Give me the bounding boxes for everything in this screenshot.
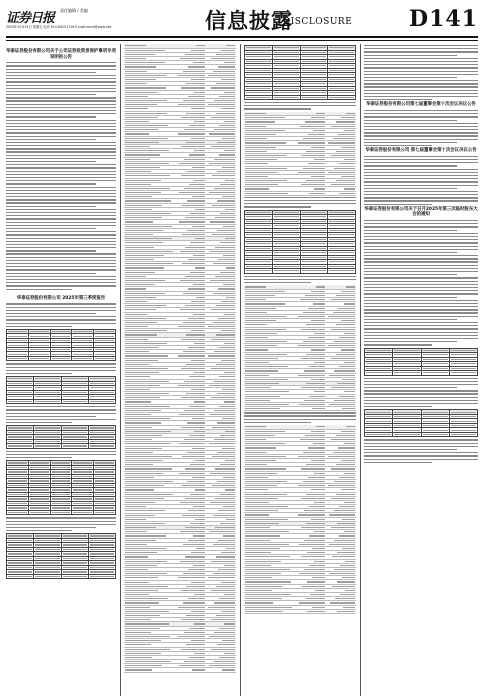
financial-statement-table [244,112,356,196]
table-row [7,399,116,404]
body-text [244,276,356,284]
dateline: 2025年10月31日 星期五 电话 010-83251716 E-mail:zmzx@zqrb.net [6,25,112,29]
data-table [6,376,116,404]
shareholder-meeting-title: 华泰证券股份有限公司关于召开2025年第三次临时股东大会的通知 [364,206,478,218]
table-row [244,191,356,195]
table-row [245,269,356,274]
page-number: D141 [408,6,478,32]
body-text [364,110,478,146]
data-table [6,329,116,362]
column-4 [364,44,478,696]
header-rule-thin [6,40,478,41]
data-table [364,409,478,437]
table-row [124,668,236,672]
table-row [7,444,116,449]
data-table [6,460,116,515]
data-table [6,425,116,449]
financial-statement-table [244,425,356,614]
data-table [244,45,356,100]
data-table [244,210,356,274]
notice-body [6,62,116,290]
shareholder-meeting-body [364,220,478,463]
data-table [364,348,478,376]
body-text [244,412,356,423]
body-text [6,451,116,459]
table-row [244,609,356,613]
body-text [364,156,478,205]
body-text [244,102,356,110]
column-divider [120,44,121,696]
board-resolution-body-2 [364,156,478,205]
data-table [6,533,116,579]
table-row [7,574,116,579]
column-2 [124,44,236,696]
body-text [6,303,116,327]
body-text [364,378,478,408]
newspaper-logo: 证券日报 [6,11,55,26]
column-1 [6,44,116,696]
board-resolution-body [364,110,478,146]
body-text [6,62,116,290]
financial-statement-table [244,285,356,411]
notice-meta [6,45,116,48]
section-title: 信息披露 [205,8,293,33]
body-text [364,439,478,463]
table-row [7,356,116,361]
body-text [6,517,116,531]
body-text [6,363,116,374]
table-row [365,432,478,437]
header-rule-thick [6,36,478,38]
masthead [0,0,484,44]
column-4-intro [364,45,478,100]
board-resolution-title: 华泰证券股份有限公司第七届董事会第十次会议决议公告 [366,102,476,108]
editor-line: 责任编辑 / 美编 [60,8,88,13]
table-row [7,510,116,515]
column-divider [360,44,361,696]
body-text [364,220,478,346]
body-text [364,45,478,100]
notice-title: 华泰证券股份有限公司关于公司证券投资者保护事项专项说明的公告 [6,49,116,60]
board-resolution-title-2: 华泰证券股份有限公司 第七届董事会第十次会议决议公告 [365,148,477,154]
section-title-english: DISCLOSURE [283,17,353,27]
table-row [365,371,478,376]
body-text [6,406,116,423]
column-3 [244,44,356,696]
quarterly-report-body [6,303,116,579]
body-text [244,197,356,208]
quarterly-report-title: 华泰证券股份有限公司 2025年第三季度报告 [16,295,106,301]
table-row [245,95,356,100]
financial-statement-table [124,44,236,673]
column-divider [240,44,241,696]
table-row [244,407,356,411]
